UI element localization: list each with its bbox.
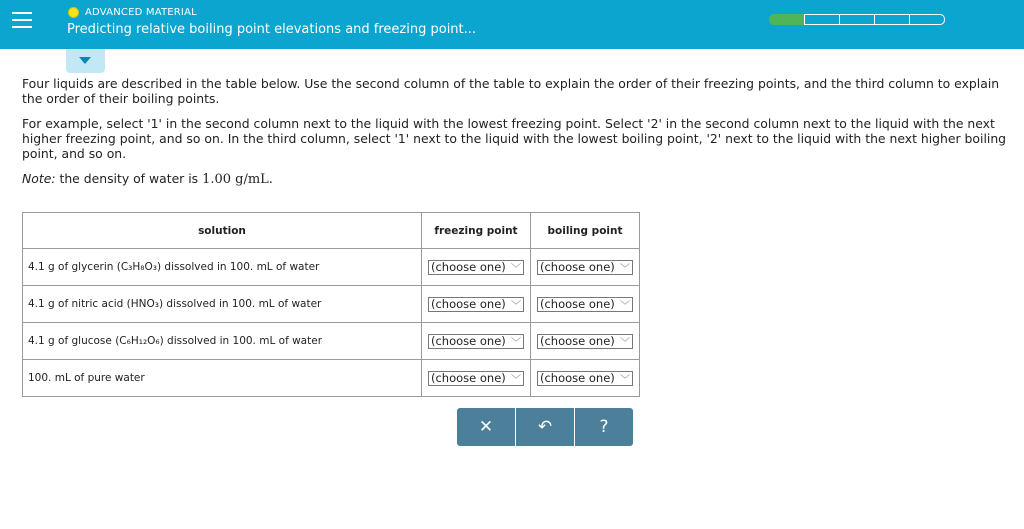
table-header-row xyxy=(23,213,640,249)
chevron-down-icon: ﹀ xyxy=(620,374,630,386)
undo-button[interactable] xyxy=(516,408,574,446)
solution-cell: 4.1 g of glycerin (C₃H₈O₃) dissolved in 100. mL of water xyxy=(23,249,422,286)
chevron-down-icon: ﹀ xyxy=(511,300,521,312)
progress-segment xyxy=(874,14,910,25)
close-icon: ✕ xyxy=(478,417,494,437)
chevron-down-icon: ﹀ xyxy=(511,263,521,275)
freezing-point-select[interactable] xyxy=(428,260,524,275)
freezing-point-select[interactable] xyxy=(428,371,524,386)
page-title: Predicting relative boiling point elevations and freezing point... xyxy=(67,22,477,37)
select-value: (choose one) xyxy=(540,260,615,274)
progress-segment xyxy=(769,14,805,25)
instructions-paragraph-1: Four liquids are described in the table below. Use the second column of the table to explain the order of their freezing points, and the third column to explain the order of their boiling points. xyxy=(22,76,1000,106)
category-text: ADVANCED MATERIAL xyxy=(85,7,197,18)
select-value: (choose one) xyxy=(431,371,506,385)
instructions xyxy=(22,76,1022,197)
select-value: (choose one) xyxy=(431,297,506,311)
chevron-down-icon: ﹀ xyxy=(620,337,630,349)
table-row xyxy=(23,360,640,397)
collapse-toggle-chevron-down-icon[interactable] xyxy=(66,49,105,73)
freezing-point-select[interactable] xyxy=(428,334,524,349)
help-icon: ? xyxy=(599,417,609,437)
freezing-point-select[interactable] xyxy=(428,297,524,312)
note-value: 1.00 g/mL. xyxy=(202,172,273,187)
chevron-down-icon: ﹀ xyxy=(511,374,521,386)
progress-bar xyxy=(770,14,945,25)
instructions-paragraph-2: For example, select '1' in the second column next to the liquid with the lowest freezing point. Select '2' in the second column next to the liquid with the next higher freezing point, and so on. In the third column, select '1' next to the liquid with the lowest boiling point, '2' next to the liquid with the next higher boiling point, and so on. xyxy=(22,116,1007,161)
header-solution: solution xyxy=(23,213,422,249)
help-button[interactable] xyxy=(575,408,633,446)
progress-segment xyxy=(909,14,945,25)
progress-segment xyxy=(839,14,875,25)
table-row xyxy=(23,249,640,286)
category-label xyxy=(68,7,197,18)
chevron-down-icon: ﹀ xyxy=(620,263,630,275)
note xyxy=(22,171,1022,187)
action-button-bar xyxy=(457,408,633,446)
chevron-down-icon: ﹀ xyxy=(620,300,630,312)
boiling-point-select[interactable] xyxy=(537,334,633,349)
undo-icon: ↶ xyxy=(537,417,553,437)
solution-cell: 4.1 g of glucose (C₆H₁₂O₆) dissolved in 100. mL of water xyxy=(23,323,422,360)
select-value: (choose one) xyxy=(431,260,506,274)
header-boiling-point: boiling point xyxy=(531,213,640,249)
clear-button[interactable] xyxy=(457,408,515,446)
boiling-point-select[interactable] xyxy=(537,297,633,312)
menu-icon[interactable] xyxy=(12,12,32,34)
solutions-table xyxy=(22,212,640,397)
select-value: (choose one) xyxy=(431,334,506,348)
solution-cell: 4.1 g of nitric acid (HNO₃) dissolved in 100. mL of water xyxy=(23,286,422,323)
table-row xyxy=(23,323,640,360)
boiling-point-select[interactable] xyxy=(537,371,633,386)
note-label: Note: xyxy=(22,171,56,186)
header-freezing-point: freezing point xyxy=(422,213,531,249)
status-dot-icon xyxy=(68,7,79,18)
header-bar xyxy=(0,0,1024,49)
select-value: (choose one) xyxy=(540,334,615,348)
table-row xyxy=(23,286,640,323)
solution-cell: 100. mL of pure water xyxy=(23,360,422,397)
select-value: (choose one) xyxy=(540,371,615,385)
progress-segment xyxy=(804,14,840,25)
chevron-down-icon: ﹀ xyxy=(511,337,521,349)
note-text: the density of water is xyxy=(55,171,203,186)
boiling-point-select[interactable] xyxy=(537,260,633,275)
select-value: (choose one) xyxy=(540,297,615,311)
